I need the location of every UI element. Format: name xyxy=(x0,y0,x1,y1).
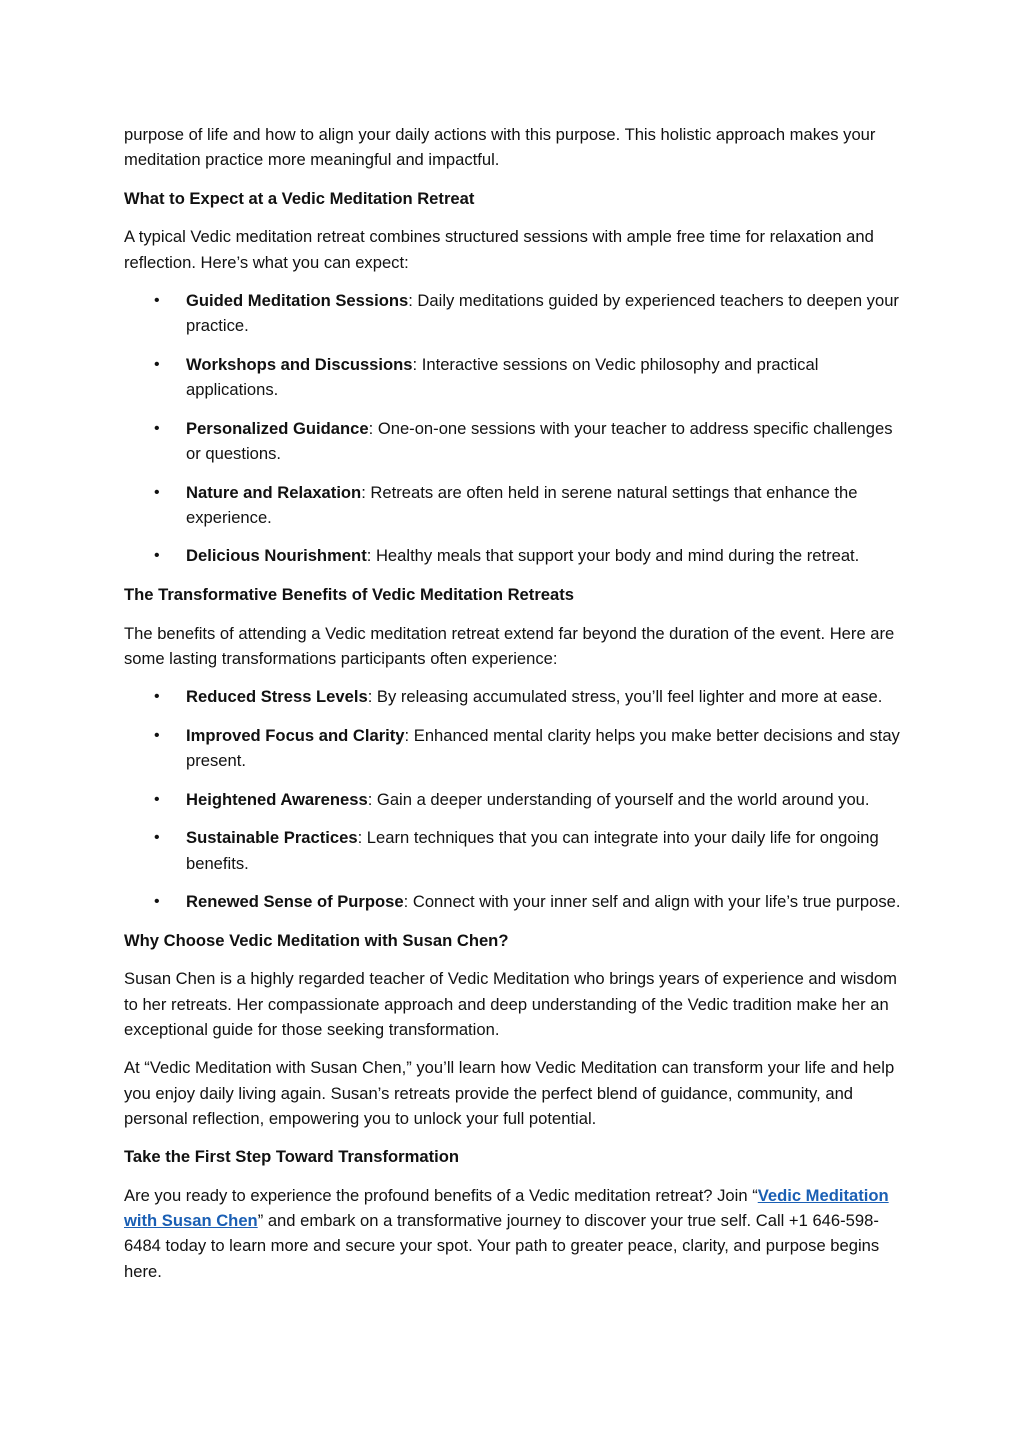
cta-heading: Take the First Step Toward Transformation xyxy=(124,1147,460,1167)
bullet-icon: • xyxy=(154,355,160,373)
list-item xyxy=(124,723,902,773)
list-item xyxy=(124,480,902,530)
bullet-icon: • xyxy=(154,688,160,706)
expect-heading: What to Expect at a Vedic Meditation Retreat xyxy=(124,188,475,208)
cta-text-after: ” and embark on a transformative journey to discover your true self. Call +1 646-598-6484 today to learn more and secure your spot. Your path to greater peace, clarity, and purpose begins here. xyxy=(124,1211,880,1281)
item-term: Guided Meditation Sessions xyxy=(186,291,409,311)
item-text: : Healthy meals that support your body and mind during the retreat. xyxy=(366,546,860,566)
bullet-icon: • xyxy=(154,483,160,501)
item-text: : Enhanced mental clarity helps you make better decisions and stay present. xyxy=(186,725,900,771)
item-term: Heightened Awareness xyxy=(186,789,368,809)
item-term: Nature and Relaxation xyxy=(186,482,362,502)
cta-paragraph xyxy=(124,1183,902,1284)
item-text: : Retreats are often held in serene natural settings that enhance the experience. xyxy=(186,482,858,527)
item-text: : Learn techniques that you can integrate into your daily life for ongoing benefits. xyxy=(186,828,879,873)
list-item xyxy=(124,825,902,875)
item-term: Delicious Nourishment xyxy=(186,546,367,566)
item-term: Workshops and Discussions xyxy=(186,354,413,374)
benefits-list xyxy=(124,684,902,914)
list-item xyxy=(124,288,902,338)
benefits-intro: The benefits of attending a Vedic meditation retreat extend far beyond the duration of the event. Here are some lasting transformations participants often experience: xyxy=(124,623,895,668)
item-term: Personalized Guidance xyxy=(186,418,369,438)
bullet-icon: • xyxy=(154,292,160,310)
expect-list xyxy=(124,288,902,568)
why-paragraph-1: Susan Chen is a highly regarded teacher of Vedic Meditation who brings years of experience and wisdom to her retreats. Her compassionate approach and deep understanding of the Vedic tradition make her an exceptional guide for those seeking transformation. xyxy=(124,969,897,1039)
bullet-icon: • xyxy=(154,790,160,808)
bullet-icon: • xyxy=(154,547,160,565)
intro-continuation: purpose of life and how to align your daily actions with this purpose. This holistic approach makes your meditation practice more meaningful and impactful. xyxy=(124,125,876,170)
why-paragraph-2: At “Vedic Meditation with Susan Chen,” you’ll learn how Vedic Meditation can transform your life and help you enjoy daily living again. Susan’s retreats provide the perfect blend of guidance, community, and personal reflection, empowering you to unlock your full potential. xyxy=(124,1058,895,1128)
list-item xyxy=(124,352,902,402)
cta-text-before: Are you ready to experience the profound benefits of a Vedic meditation retreat? Join “ xyxy=(124,1185,758,1205)
list-item xyxy=(124,684,902,709)
list-item xyxy=(124,787,902,812)
item-term: Sustainable Practices xyxy=(186,828,358,848)
susan-chen-link[interactable]: Vedic Meditation with Susan Chen xyxy=(124,1185,889,1231)
item-text: : Connect with your inner self and align with your life’s true purpose. xyxy=(403,892,901,912)
item-text: : Daily meditations guided by experienced teachers to deepen your practice. xyxy=(186,291,899,336)
bullet-icon: • xyxy=(154,726,160,744)
item-text: : By releasing accumulated stress, you’ll feel lighter and more at ease. xyxy=(367,687,883,707)
bullet-icon: • xyxy=(154,829,160,847)
item-term: Reduced Stress Levels xyxy=(186,687,368,707)
list-item xyxy=(124,416,902,466)
document-page xyxy=(124,122,902,1297)
item-text: : Gain a deeper understanding of yourself and the world around you. xyxy=(367,789,870,809)
expect-intro: A typical Vedic meditation retreat combines structured sessions with ample free time for relaxation and reflection. Here’s what you can expect: xyxy=(124,227,874,272)
list-item xyxy=(124,889,902,914)
benefits-heading: The Transformative Benefits of Vedic Meditation Retreats xyxy=(124,584,574,604)
item-text: : One-on-one sessions with your teacher to address specific challenges or questions. xyxy=(186,418,893,463)
item-term: Improved Focus and Clarity xyxy=(186,725,405,745)
bullet-icon: • xyxy=(154,893,160,911)
item-term: Renewed Sense of Purpose xyxy=(186,892,404,912)
bullet-icon: • xyxy=(154,419,160,437)
why-heading: Why Choose Vedic Meditation with Susan Chen? xyxy=(124,930,509,950)
list-item xyxy=(124,543,902,568)
item-text: : Interactive sessions on Vedic philosophy and practical applications. xyxy=(186,354,819,400)
